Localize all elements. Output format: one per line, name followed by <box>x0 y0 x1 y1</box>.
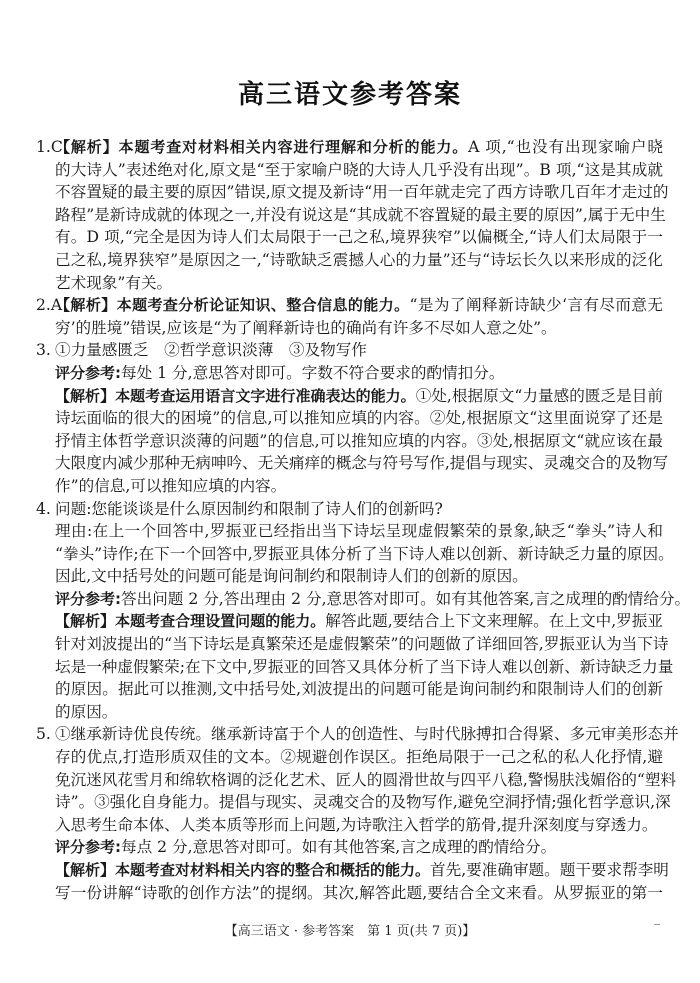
answer-content <box>36 136 691 904</box>
text-line <box>55 520 663 543</box>
text-line <box>55 633 669 656</box>
text-line <box>55 610 663 633</box>
text: 坛是一种虚假繁荣;在下文中,罗振亚的回答又具体分析了当下诗人难以创新、新诗缺乏力量 <box>55 657 674 676</box>
text: 答出问题 2 分,答出理由 2 分,意思答对即可。如有其他答案,言之成理的酌情给分。 <box>121 589 691 608</box>
text-line <box>55 362 663 385</box>
text: 有。D 项,“完全是因为诗人们太局限于一己之私,境界狭窄”以偏概全,“诗人们太局限于一 <box>55 228 663 247</box>
text-line <box>55 249 663 272</box>
page-title: 高三语文参考答案 <box>237 80 462 110</box>
text-line <box>36 294 663 317</box>
answer-paragraph <box>36 136 669 294</box>
text: ①处,根据原文“力量感的匮乏是目前 <box>415 386 663 405</box>
bold-label: 【解析】本题考查运用语言文字进行准确表达的能力。 <box>55 386 416 405</box>
question-number: 2.A <box>36 296 63 315</box>
scan-mark <box>654 924 660 925</box>
text: 路程”是新诗成就的体现之一,并没有说这是“其成就不容置疑的最主要的原因”,属于无中生 <box>55 205 666 224</box>
bold-label: 【解析】本题考查合理设置问题的能力。 <box>55 612 326 631</box>
text-line <box>55 814 663 837</box>
text-line <box>55 701 663 724</box>
text: 问题:您能谈谈是什么原因制约和限制了诗人们的创新吗? <box>55 499 443 518</box>
text-line <box>36 136 663 159</box>
question-number: 5. <box>36 725 51 744</box>
text-line <box>55 859 669 882</box>
answer-paragraph <box>55 859 669 904</box>
question-number: 3. <box>36 341 51 360</box>
bold-label: 【解析】本题考查对材料相关内容的整合和概括的能力。 <box>55 861 431 879</box>
bold-label: 评分参考: <box>55 838 121 857</box>
answer-paragraph <box>36 723 679 836</box>
text: “是为了阐释新诗缺少‘言有尽而意无 <box>409 296 663 315</box>
text-line <box>36 723 679 746</box>
answer-paragraph <box>55 610 674 723</box>
text-line <box>55 656 674 679</box>
text: 每点 2 分,意思答对即可。如有其他答案,言之成理的酌情给分。 <box>121 838 557 857</box>
bold-label: 评分参考: <box>55 589 121 608</box>
answer-paragraph <box>55 836 663 859</box>
text-line <box>36 498 663 521</box>
question-number: 1.C <box>36 138 63 156</box>
text: 针对刘波提出的“当下诗坛是真繁荣还是虚假繁荣”的问题做了详细回答,罗振亚认为当下诗 <box>55 635 669 654</box>
text-line <box>55 769 677 792</box>
text-line <box>55 882 663 905</box>
text: 不容置疑的最主要的原因”错误,原文提及新诗“用一百年就走完了西方诗歌几百年才走过的 <box>55 183 669 202</box>
answer-paragraph <box>36 339 663 362</box>
text-line <box>55 746 663 769</box>
answer-paragraph <box>36 498 663 521</box>
text: 的原因。据此可以推测,文中括号处,刘波提出的问题可能是询问制约和限制诗人们的创新 <box>55 680 663 699</box>
question-number: 4. <box>36 499 51 518</box>
answer-paragraph <box>55 520 674 588</box>
text: 的原因。 <box>55 702 118 721</box>
text-line <box>55 181 669 204</box>
bold-label: 评分参考: <box>55 363 121 382</box>
text: “拳头”诗作;在下一个回答中,罗振亚具体分析了当下诗人难以创新、新诗缺乏力量的原因。 <box>55 544 674 563</box>
page-footer: 【高三语文 · 参考答案 第 1 页(共 7 页)】 <box>224 924 476 939</box>
text: 免沉迷风花雪月和绵软格调的泛化艺术、匠人的圆滑世故与四平八稳,警惕肤浅媚俗的“塑料 <box>55 770 677 789</box>
text-line <box>55 836 663 859</box>
bold-label: 【解析】本题考查对材料相关内容进行理解和分析的能力。 <box>55 138 469 156</box>
text: 己之私,境界狭窄”是原因之一,“诗歌缺乏震撼人心的力量”还与“诗坛长久以来形成的泛化 <box>55 250 663 269</box>
text: 诗”。③强化自身能力。提倡与现实、灵魂交合的及物写作,避免空洞抒情;强化哲学意识,深 <box>55 793 671 812</box>
answer-paragraph <box>36 294 663 339</box>
text: 的大诗人”表述绝对化,原文是“至于家喻户晓的大诗人几乎没有出现”。B 项,“这是其成就 <box>55 160 663 179</box>
text: 理由:在上一个回答中,罗振亚已经指出当下诗坛呈现虚假繁荣的景象,缺乏“拳头”诗人和 <box>55 522 663 541</box>
text: 艺术现象”有关。 <box>55 273 173 292</box>
text: ①继承新诗优良传统。继承新诗富于个人的创造性、与时代脉搏扣合得紧、多元审美形态并 <box>55 725 679 744</box>
text: 作”的信息,可以推知应填的内容。 <box>55 476 287 495</box>
text: A 项,“也没有出现家喻户晓 <box>468 138 663 156</box>
text: 抒情主体哲学意识淡薄的问题”的信息,可以推知应填的内容。③处,根据原文“就应该在最 <box>55 431 663 450</box>
text-line <box>36 339 663 362</box>
text-line <box>55 565 663 588</box>
text-line <box>55 475 663 498</box>
text-line <box>55 272 663 295</box>
text-line <box>55 226 663 249</box>
text: 写一份讲解“诗歌的创作方法”的提纲。其次,解答此题,要结合全文来看。从罗振亚的第一 <box>55 883 663 902</box>
text-line <box>55 430 663 453</box>
answer-paragraph <box>55 588 691 611</box>
text: 穷’的胜境”错误,应该是“为了阐释新诗也的确尚有许多不尽如人意之处”。 <box>55 318 557 337</box>
text-line <box>55 452 669 475</box>
text: 诗坛面临的很大的困境”的信息,可以推知应填的内容。②处,根据原文“这里面说穿了还是 <box>55 409 663 428</box>
text-line <box>55 588 691 611</box>
answer-paragraph <box>55 385 669 498</box>
text: 存的优点,打造形质双佳的文本。②规避创作误区。拒绝局限于一己之私的私人化抒情,避 <box>55 748 663 767</box>
text-line <box>55 204 666 227</box>
text: 每处 1 分,意思答对即可。字数不符合要求的酌情扣分。 <box>121 363 505 382</box>
text: 入思考生命本体、人类本质等形而上问题,为诗歌注入哲学的筋骨,提升深刻度与穿透力。 <box>55 815 658 834</box>
text-line <box>55 678 663 701</box>
text: 因此,文中括号处的问题可能是询问制约和限制诗人们的创新的原因。 <box>55 567 528 586</box>
text-line <box>55 407 663 430</box>
bold-label: 【解析】本题考查分析论证知识、整合信息的能力。 <box>55 296 410 315</box>
text-line <box>55 159 663 182</box>
text: 大限度内减少那种无病呻吟、无关痛痒的概念与符号写作,提倡与现实、灵魂交合的及物写 <box>55 454 669 473</box>
text: 首先,要准确审题。题干要求帮李明 <box>430 861 669 879</box>
text-line <box>55 317 663 340</box>
text-line <box>55 385 663 408</box>
text-line <box>55 543 674 566</box>
text-line <box>55 791 671 814</box>
text: 解答此题,要结合上下文来理解。在上文中,罗振亚 <box>325 612 663 631</box>
answer-paragraph <box>55 362 663 385</box>
text: ①力量感匮乏 ②哲学意识淡薄 ③及物写作 <box>55 341 367 360</box>
